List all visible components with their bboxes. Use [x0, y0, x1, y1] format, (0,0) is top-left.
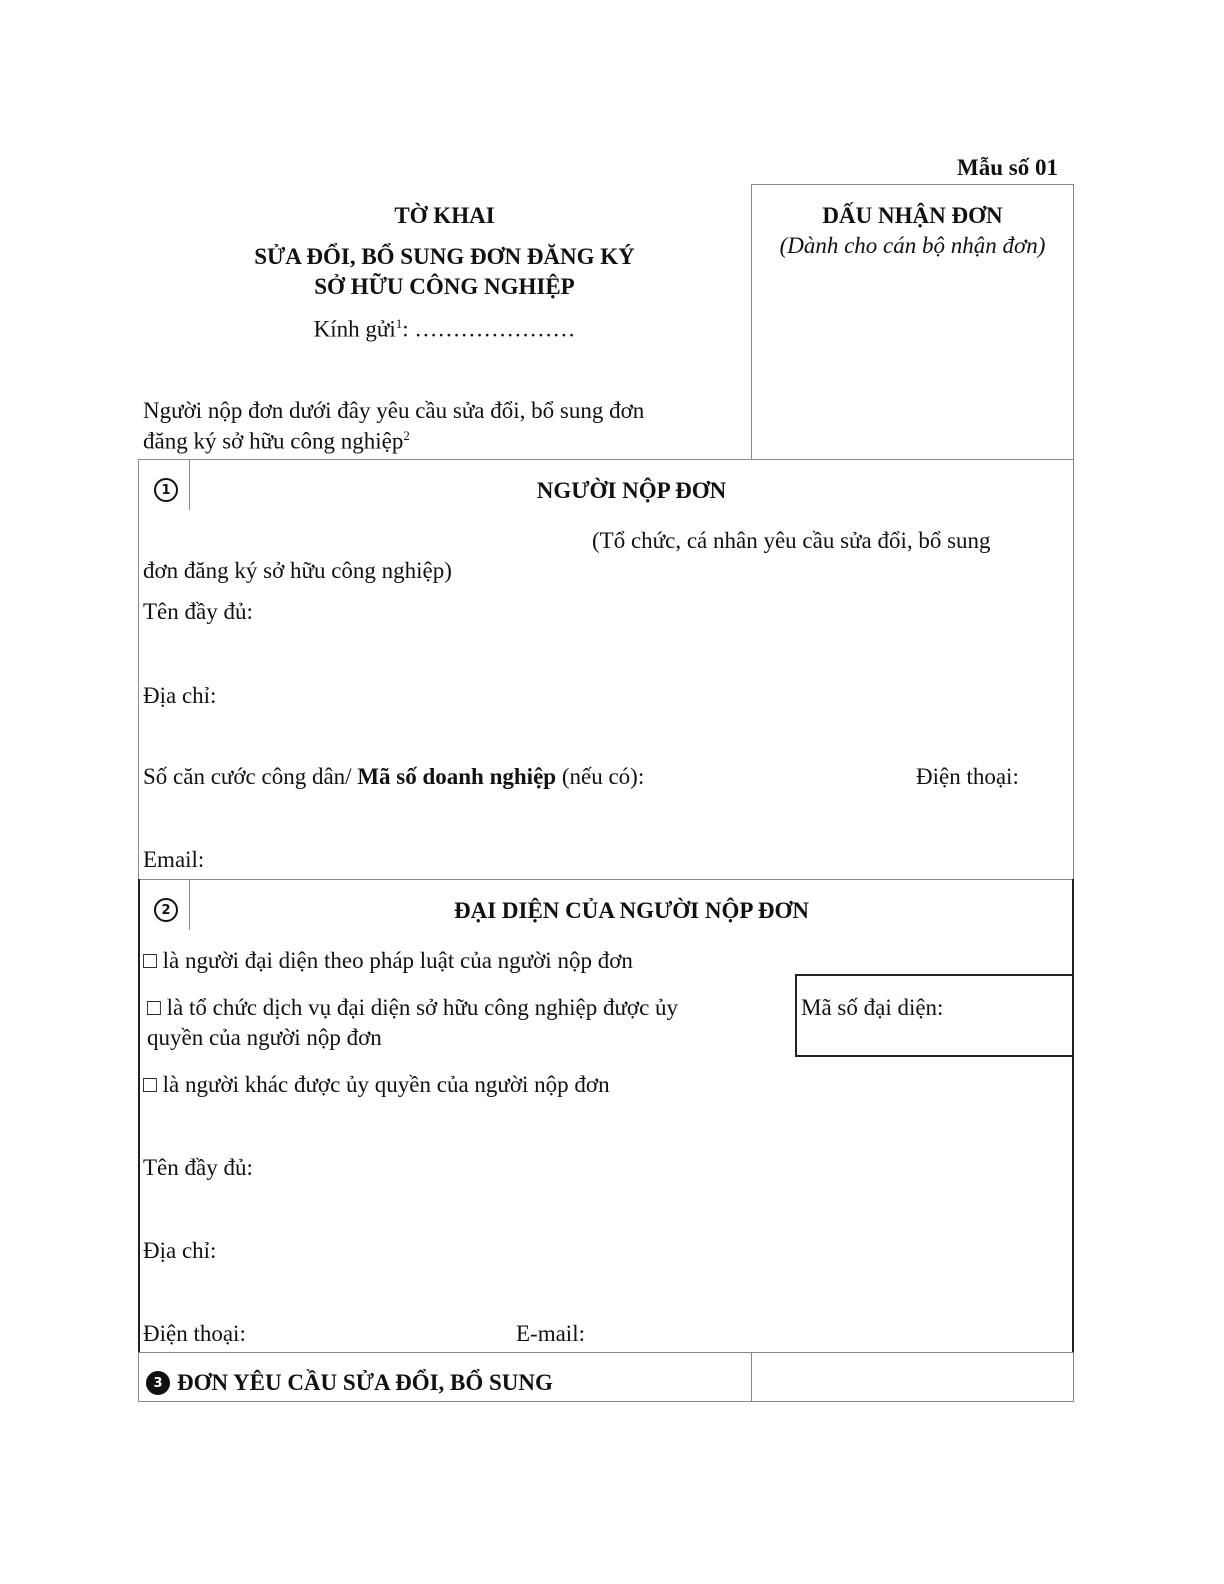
section1-number-icon: 1 — [154, 478, 178, 502]
addressee-line — [138, 316, 751, 343]
section1-left-border — [138, 459, 139, 879]
section3-bottom-border — [138, 1401, 1074, 1402]
checkbox-icon[interactable]: □ — [143, 1072, 157, 1097]
applicant-id-label-bold: Mã số doanh nghiệp — [357, 764, 557, 789]
stamp-box-title: DẤU NHẬN ĐƠN — [822, 203, 1003, 228]
section2-left-border — [138, 879, 140, 1353]
rep-full-name-label[interactable]: Tên đầy đủ: — [143, 1155, 253, 1180]
rep-code-box-left-border — [795, 974, 797, 1057]
section1-title: NGƯỜI NỘP ĐƠN — [536, 478, 727, 503]
section2-right-border — [1072, 879, 1074, 1353]
section1-top-border — [138, 459, 1074, 460]
section3-divider — [751, 1352, 752, 1402]
checkbox-icon[interactable]: □ — [147, 995, 161, 1020]
form-number: Mẫu số 01 — [957, 155, 1058, 180]
rep-option-service-org-label: là tổ chức dịch vụ đại diện sở hữu công nghiệp được ủy — [166, 995, 679, 1020]
section1-note-line2: đơn đăng ký sở hữu công nghiệp) — [143, 558, 452, 583]
intro-footnote: 2 — [403, 428, 410, 443]
rep-option-service-org[interactable] — [147, 995, 678, 1021]
applicant-address-label[interactable]: Địa chỉ: — [143, 683, 217, 708]
section3-top-border — [138, 1352, 1074, 1353]
applicant-id-label-part1: Số căn cước công dân/ — [143, 764, 358, 789]
rep-code-label[interactable]: Mã số đại diện: — [801, 995, 944, 1020]
applicant-full-name-label[interactable]: Tên đầy đủ: — [143, 599, 253, 624]
rep-option-other-label: là người khác được ủy quyền của người nộp đơn — [162, 1072, 610, 1097]
form-subtitle-line1: SỬA ĐỔI, BỔ SUNG ĐƠN ĐĂNG KÝ — [254, 244, 635, 269]
rep-option-legal-label: là người đại diện theo pháp luật của người nộp đơn — [162, 948, 633, 973]
rep-option-other[interactable] — [143, 1072, 610, 1098]
applicant-email-label[interactable]: Email: — [143, 847, 205, 872]
section2-top-border — [138, 879, 1074, 880]
section2-number-icon: 2 — [154, 898, 178, 922]
section3-number-icon: 3 — [146, 1371, 170, 1395]
applicant-id-label[interactable] — [143, 764, 644, 790]
checkbox-icon[interactable]: □ — [143, 948, 157, 973]
section1-right-border — [1073, 459, 1074, 879]
rep-option-legal[interactable] — [143, 948, 633, 974]
intro-line2 — [143, 428, 410, 455]
addressee-footnote: 1 — [395, 316, 403, 331]
intro-line1: Người nộp đơn dưới đây yêu cầu sửa đổi, bổ sung đơn — [143, 398, 645, 423]
form-subtitle-line2: SỞ HỮU CÔNG NGHIỆP — [314, 274, 575, 299]
applicant-phone-label[interactable]: Điện thoại: — [916, 764, 1019, 789]
section1-note-line1: (Tổ chức, cá nhân yêu cầu sửa đổi, bổ sung — [592, 528, 991, 553]
rep-email-label[interactable]: E-mail: — [516, 1321, 585, 1346]
section2-title: ĐẠI DIỆN CỦA NGƯỜI NỘP ĐƠN — [453, 898, 810, 923]
section3-right-border — [1073, 1352, 1074, 1402]
rep-phone-label[interactable]: Điện thoại: — [143, 1321, 246, 1346]
rep-address-label[interactable]: Địa chỉ: — [143, 1238, 217, 1263]
section3-left-border — [138, 1352, 139, 1402]
section3-title: ĐƠN YÊU CẦU SỬA ĐỔI, BỔ SUNG — [177, 1370, 553, 1395]
stamp-box-top-border — [751, 184, 1074, 185]
intro-line2-text: đăng ký sở hữu công nghiệp — [143, 428, 404, 454]
addressee-label: Kính gửi — [313, 316, 396, 342]
form-title: TỜ KHAI — [394, 203, 495, 228]
stamp-box-right-border — [1073, 184, 1074, 460]
rep-code-box-bottom-border — [795, 1055, 1074, 1057]
stamp-box-note: (Dành cho cán bộ nhận đơn) — [779, 233, 1046, 258]
rep-option-service-org-line2: quyền của người nộp đơn — [147, 1025, 382, 1050]
addressee-blank[interactable]: : ………………… — [402, 316, 576, 342]
applicant-id-label-part2: (nếu có): — [556, 764, 645, 789]
rep-code-box-top-border — [795, 974, 1074, 976]
